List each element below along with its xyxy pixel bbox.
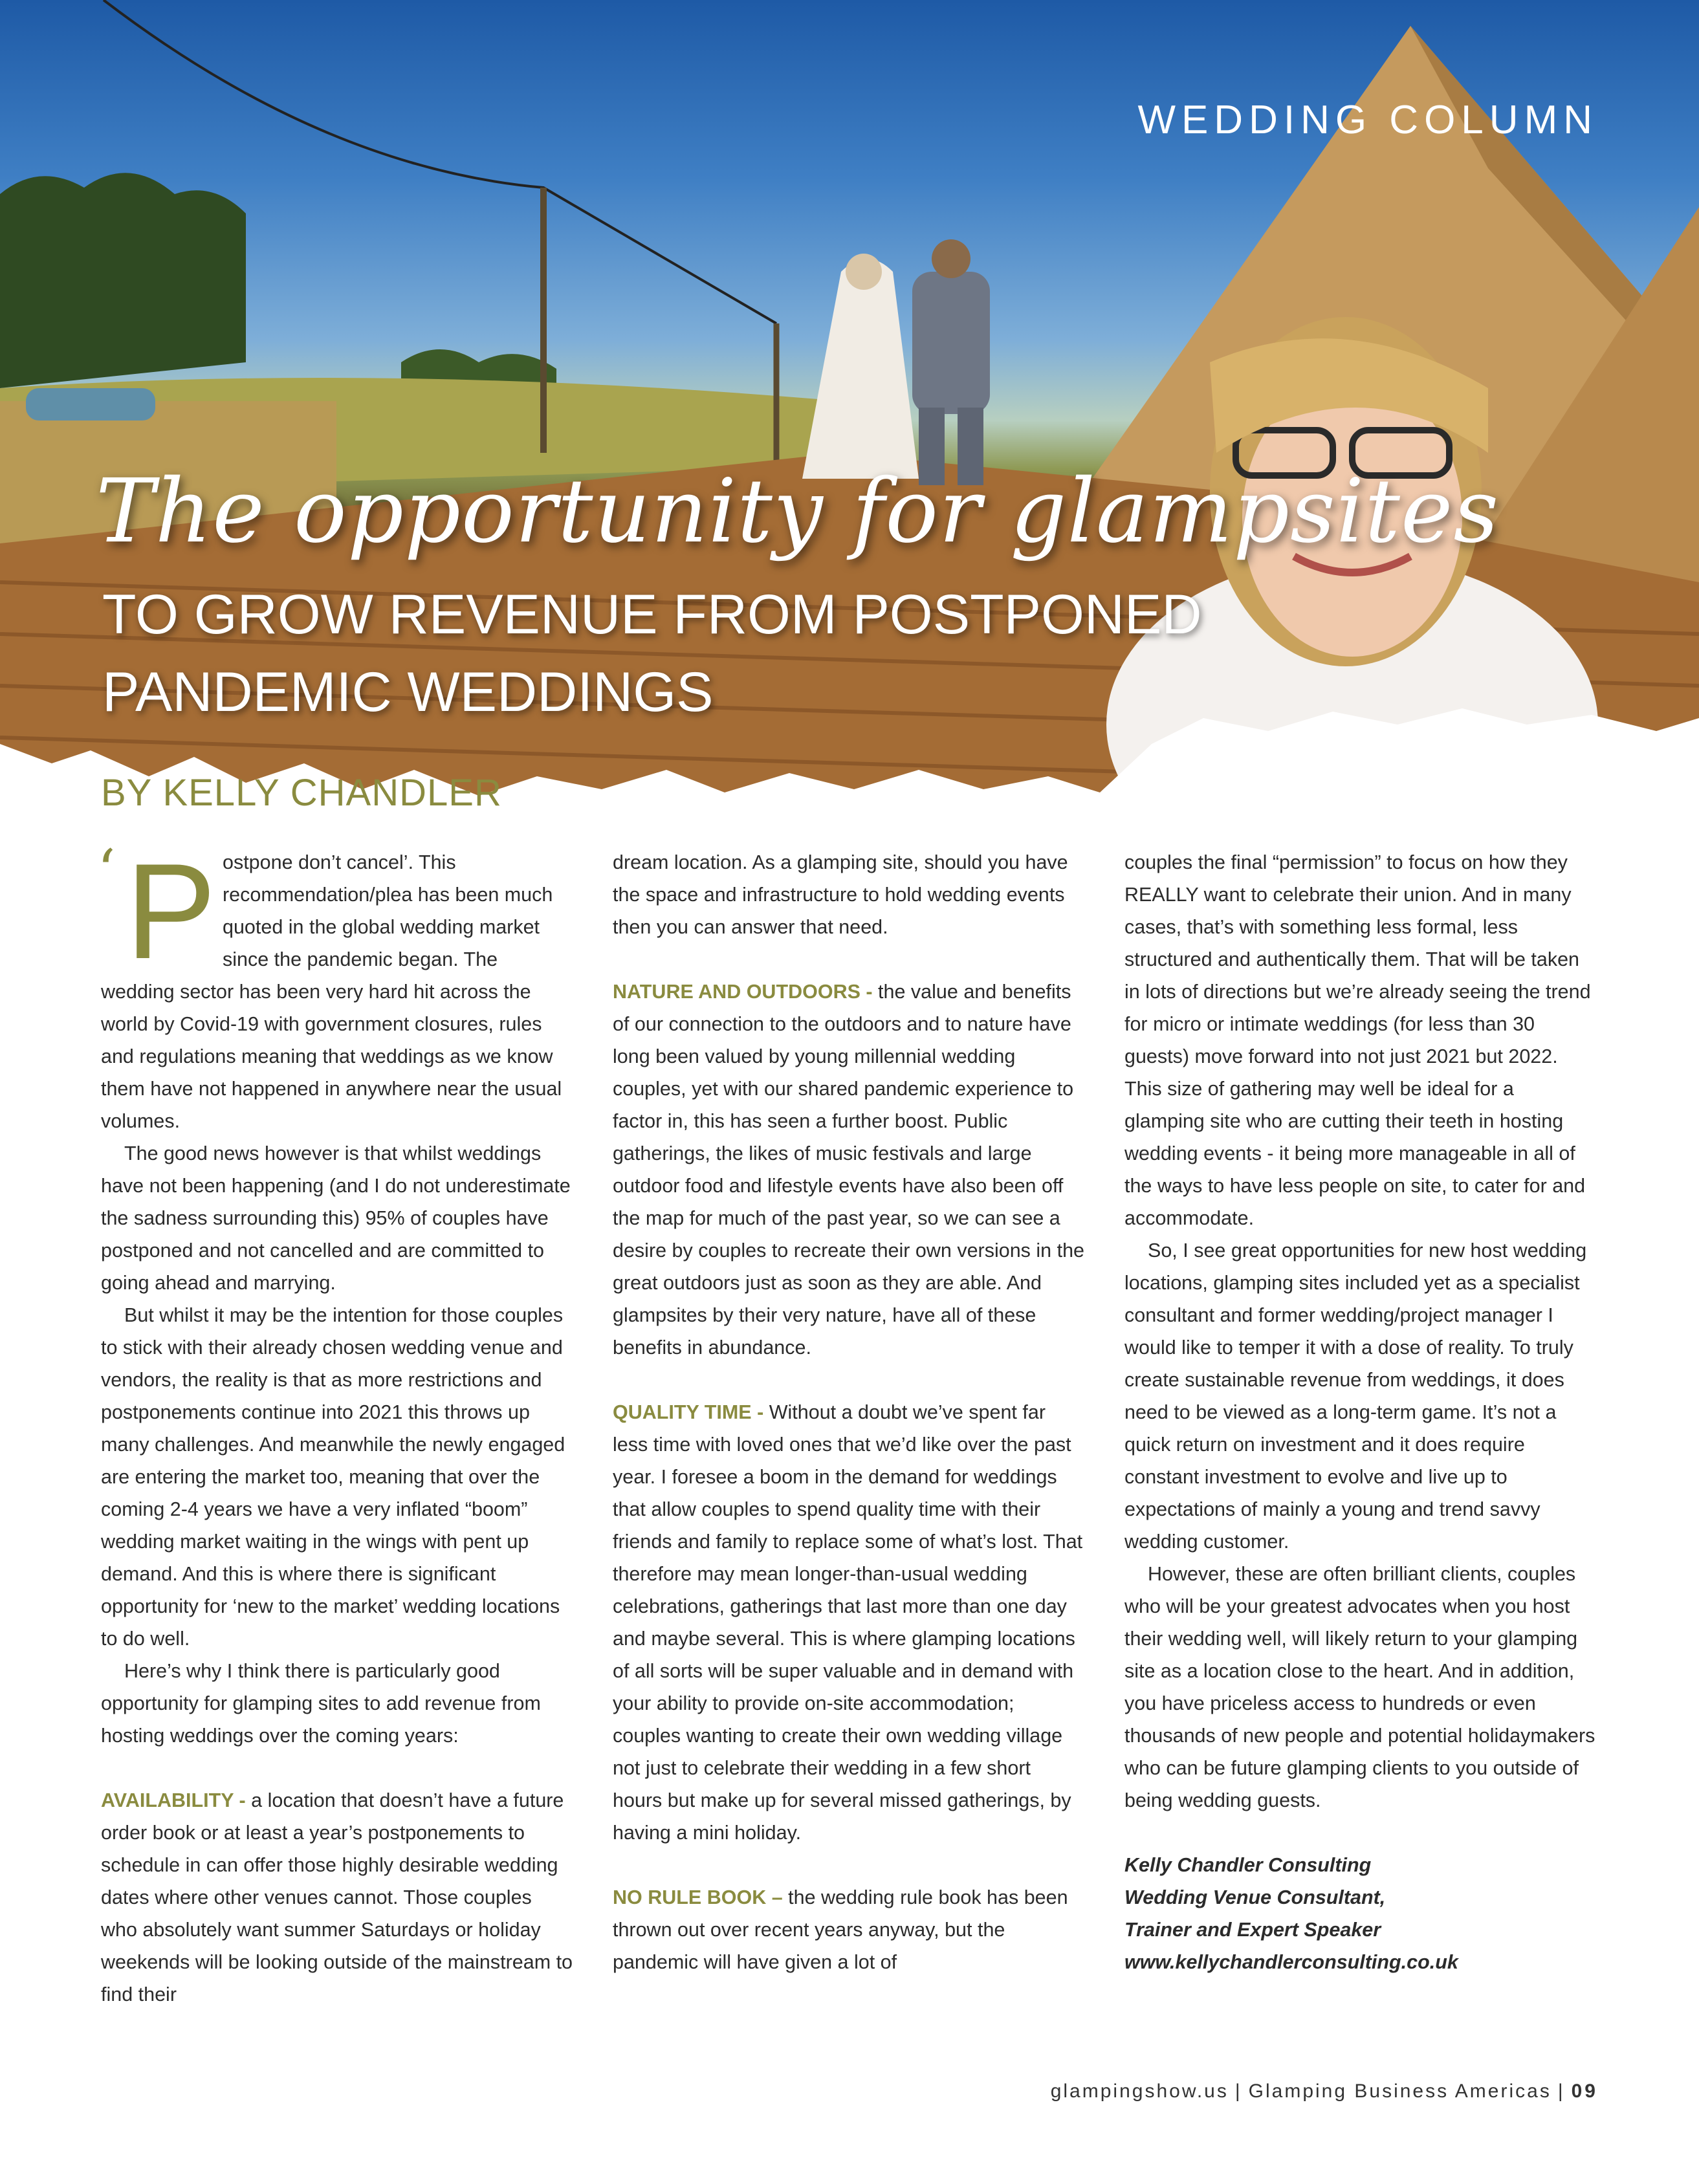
- paragraph: ostpone don’t cancel’. This recommendation/plea has been much quoted in the global wedding market since the pandemic began. The wedding sector has been very hard hit across the world by Covid-19 with government closures, rules and regulations meaning that weddings as we know them have not happened in anywhere near the usual volumes.: [101, 851, 562, 1132]
- couple-figure: [802, 239, 990, 485]
- footer-publication: Glamping Business Americas: [1248, 2080, 1551, 2102]
- article-column-1: [97, 835, 573, 2011]
- paragraph: So, I see great opportunities for new host wedding locations, glamping sites included yet as a specialist consultant and former wedding/project manager I would like to temper it with a dose of reality. To truly create sustainable revenue from weddings, it does need to be viewed as a long-term game. It’s not a quick return on investment and it does require constant investment to evolve and live up to expectations of mainly a young and trend savvy wedding customer.: [1124, 1239, 1587, 1553]
- page-number: 09: [1571, 2080, 1598, 2102]
- footer-site-link[interactable]: glampingshow.us: [1050, 2080, 1229, 2102]
- signature-title: Wedding Venue Consultant,: [1124, 1886, 1386, 1908]
- drop-cap: [97, 835, 217, 987]
- signature-website-link[interactable]: www.kellychandlerconsulting.co.uk: [1124, 1951, 1458, 1973]
- paragraph-no-rule-book: [613, 1881, 1085, 1978]
- footer-separator: |: [1557, 2080, 1565, 2102]
- subhead-quality: QUALITY TIME -: [613, 1401, 764, 1423]
- section-label: WEDDING COLUMN: [1137, 98, 1598, 142]
- footer-separator: |: [1234, 2080, 1242, 2102]
- subhead-no-rule-book: NO RULE BOOK –: [613, 1886, 783, 1908]
- byline: BY KELLY CHANDLER: [101, 772, 502, 814]
- paragraph: dream location. As a glamping site, should you have the space and infrastructure to hold wedding events then you can answer that need.: [613, 851, 1068, 938]
- page-footer: [1051, 2080, 1598, 2102]
- headline-line: PANDEMIC WEDDINGS: [102, 661, 714, 723]
- paragraph-text: Without a doubt we’ve spent far less time with loved ones that we’d like over the past year. I foresee a boom in the demand for weddings that allow couples to spend quality time with their friends and family to replace some of what’s lost. That therefore may mean longer-than-usual wedding celebrations, gatherings that last more than one day and maybe several. This is where glamping locations of all sorts will be super valuable and in demand with your ability to provide on-site accommodation; couples wanting to create their own wedding village not just to celebrate their wedding in a few short hours but make up for several missed gatherings, by having a mini holiday.: [613, 1401, 1083, 1844]
- paragraph: However, these are often brilliant clients, couples who will be your greatest advocates when you host their wedding well, will likely return to your glamping site as a location close to the heart. And in addition, you have priceless access to hundreds or even thousands of new people and potential holidaymakers who can be future glamping clients to you outside of being wedding guests.: [1124, 1563, 1595, 1811]
- headline-line: TO GROW REVENUE FROM POSTPONED: [102, 584, 1202, 646]
- paragraph-text: a location that doesn’t have a future order book or at least a year’s postponements to schedule in can offer those highly desirable wedding dates where other venues cannot. Those couples who absolutely want summer Saturdays or holiday weekends will be looking outside of the mainstream to find their: [101, 1789, 573, 2005]
- paragraph-quality: [613, 1396, 1085, 1849]
- article-column-3: [1124, 846, 1597, 1978]
- paragraph-availability: [101, 1784, 573, 2011]
- drop-cap-letter: P: [126, 835, 217, 987]
- paragraph: couples the final “permission” to focus on how they REALLY want to celebrate their union. And in many cases, that’s with something less formal, less structured and authentically them. That will be taken in lots of directions but we’re already seeing the trend for micro or intimate weddings (for less than 30 guests) move forward into not just 2021 but 2022. This size of gathering may well be ideal for a glamping site who are cutting their teeth in hosting wedding events - it being more manageable in all of the ways to have less people on site, to cater for and accommodate.: [1124, 851, 1591, 1229]
- paragraph-text: the wedding rule book has been thrown out over recent years anyway, but the pandemic will have given a lot of: [613, 1886, 1068, 1973]
- subhead-nature: NATURE AND OUTDOORS -: [613, 981, 873, 1003]
- article-column-2: [613, 846, 1085, 1978]
- paragraph-text: the value and benefits of our connection to the outdoors and to nature have long been valued by young millennial wedding couples, yet with our shared pandemic experience to factor in, this has seen a further boost. Public gatherings, the likes of music festivals and large outdoor food and lifestyle events have also been off the map for much of the past year, so we can see a desire by couples to recreate their own versions in the great outdoors just as soon as they are able. And glampsites by their very nature, have all of these benefits in abundance.: [613, 981, 1084, 1359]
- headline-script: The opportunity for glampsites: [96, 461, 1500, 563]
- signature-company: Kelly Chandler Consulting: [1124, 1854, 1372, 1876]
- paragraph: The good news however is that whilst weddings have not been happening (and I do not underestimate the sadness surrounding this) 95% of couples have postponed and not cancelled and are committed to going ahead and marrying.: [101, 1142, 571, 1294]
- paragraph: But whilst it may be the intention for those couples to stick with their already chosen wedding venue and vendors, the reality is that as more restrictions and postponements continue into 2021 this throws up many challenges. And meanwhile the newly engaged are entering the market too, meaning that over the coming 2-4 years we have a very inflated “boom” wedding market waiting in the wings with pent up demand. And this is where there is significant opportunity for ‘new to the market’ wedding locations to do well.: [101, 1304, 565, 1650]
- drop-cap-quote: ‘: [97, 837, 116, 905]
- paragraph: Here’s why I think there is particularly good opportunity for glamping sites to add revenue from hosting weddings over the coming years:: [101, 1660, 541, 1747]
- signature-role: Trainer and Expert Speaker: [1124, 1919, 1381, 1941]
- subhead-availability: AVAILABILITY -: [101, 1789, 246, 1811]
- paragraph-nature: [613, 976, 1085, 1364]
- headline-subtitle: [102, 576, 1202, 731]
